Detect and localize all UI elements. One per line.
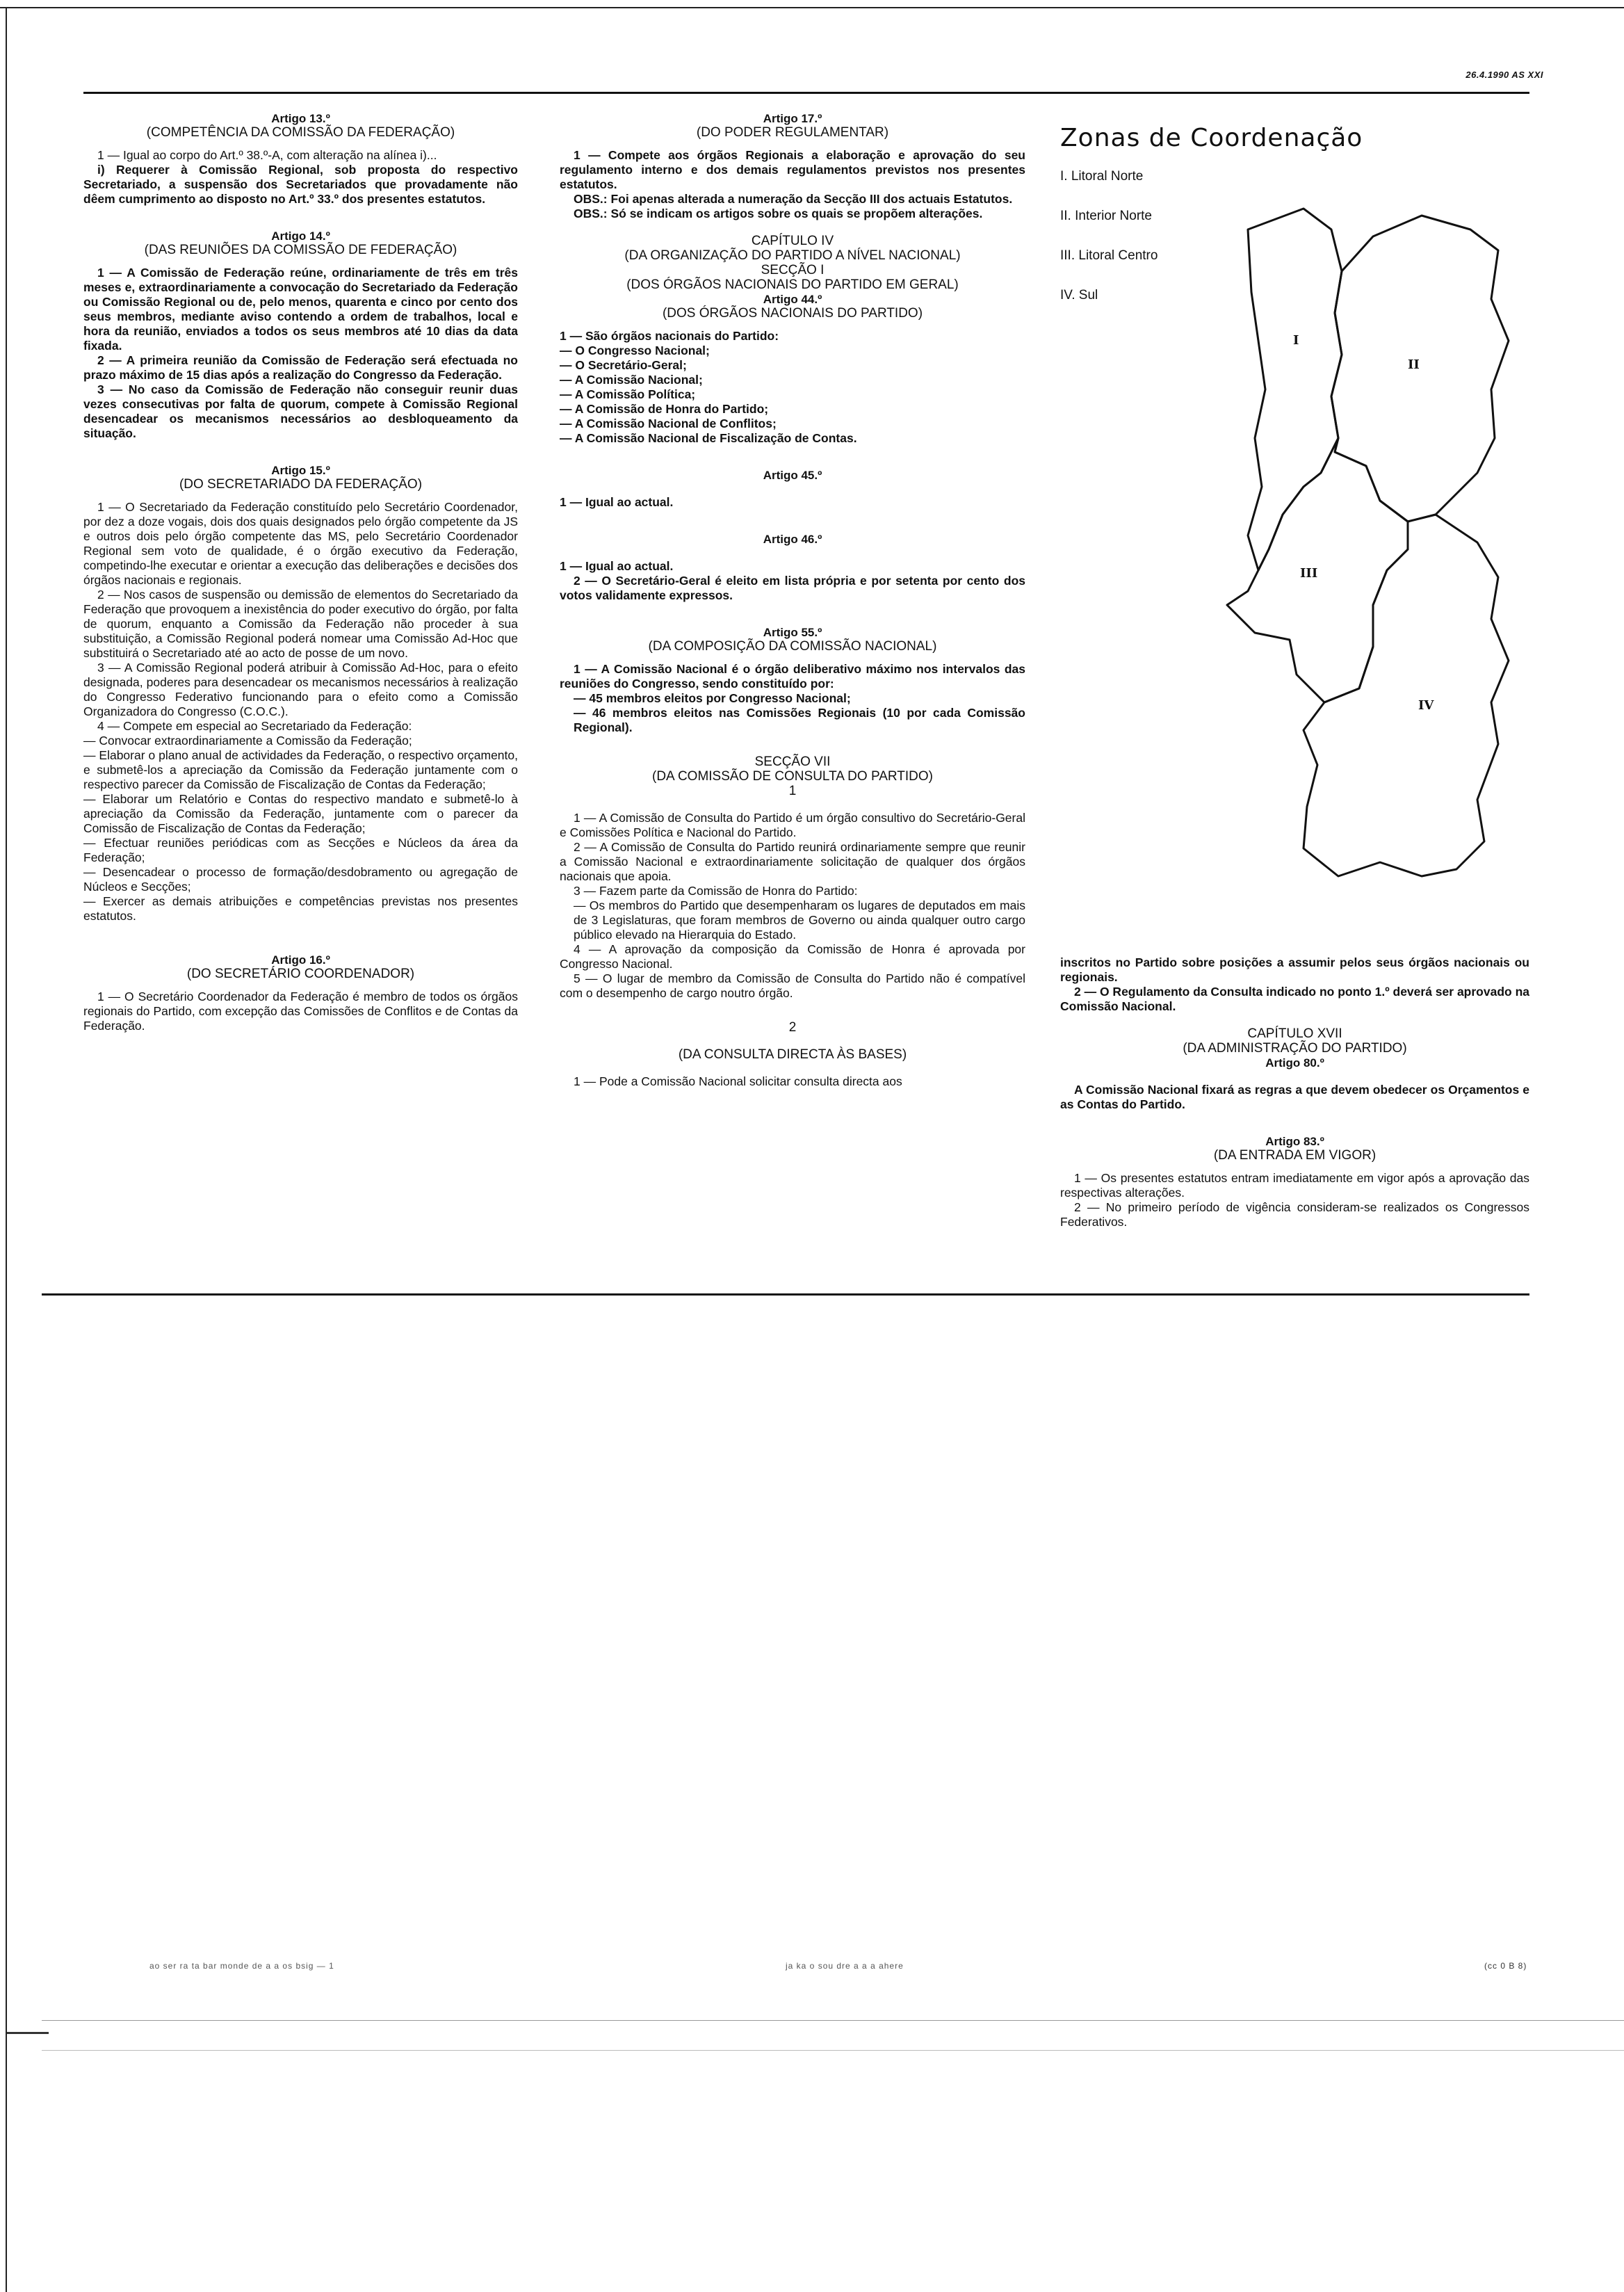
scan-border-top [0,7,1624,8]
article-83-title: Artigo 83.º [1265,1135,1324,1148]
list-item: — 46 membros eleitos nas Comissões Regionais (10 por cada Comissão Regional). [574,706,1025,734]
scan-border-left [6,7,7,2292]
section-vii-heading: (DA COMISSÃO DE CONSULTA DO PARTIDO) [652,769,933,784]
paragraph: 1 — A Comissão de Federação reúne, ordinariamente de três em três meses e, extraordinariamente a convocação do Secretariado da Federação ou Comissão Regional ou de, pelo menos, quarenta e cinco por cento dos seus membros, mediante aviso contendo a ordem de trabalhos, local e hora da reunião, enviados a todos os seus membros até 10 dias da data fixada. [83,266,518,353]
paragraph: 2 — O Secretário-Geral é eleito em lista própria e por setenta por cento dos votos validamente expressos. [560,574,1025,602]
paragraph: 1 — O Secretariado da Federação constituído pelo Secretário Coordenador, por dez a doze vogais, dois dos quais designados pelo órgão competente da JS e outros dois pelo órgão competente das MS, pelo Secretário Coordenador Regional sem voto de qualidade, é o órgão executivo da Federação, competindo-lhe executar e orientar a execução das deliberações e decisões dos órgãos nacionais e regionais. [83,500,518,587]
list-item: — A Comissão Nacional de Fiscalização de Contas. [560,431,857,445]
section-i-heading: (DOS ÓRGÃOS NACIONAIS DO PARTIDO EM GERAL) [626,277,959,292]
article-16-heading: (DO SECRETÁRIO COORDENADOR) [186,967,415,981]
article-80-title: Artigo 80.º [1265,1056,1324,1070]
obs-note: OBS.: Só se indicam os artigos sobre os quais se propõem alterações. [574,207,983,220]
article-55-heading: (DA COMPOSIÇÃO DA COMISSÃO NACIONAL) [648,639,937,654]
zone-item-interior-norte: II. Interior Norte [1060,209,1152,223]
subsection-2-number: 2 [788,1020,797,1035]
article-14-title: Artigo 14.º [271,229,330,243]
header-date-ref: 26.4.1990 AS XXI [1465,70,1543,80]
paragraph: inscritos no Partido sobre posições a assumir pelos seus órgãos nacionais ou regionais. [1060,955,1529,984]
paragraph: 1 — São órgãos nacionais do Partido: [560,329,779,343]
paragraph: 3 — No caso da Comissão de Federação não conseguir reunir duas vezes consecutivas por falta de quorum, compete à Comissão Regional desencadear os mecanismos necessários ao desbloqueamento da situação. [83,382,518,440]
showthrough-text-middle: ja ka o sou dre a a a ahere [786,1961,904,1971]
section-vii-number: 1 [788,784,797,798]
map-zone-i [1248,209,1342,570]
list-item: — A Comissão Nacional de Conflitos; [560,417,777,430]
map-zone-iv [1304,515,1509,876]
paragraph: 1 — O Secretário Coordenador da Federação é membro de todos os órgãos regionais do Partido, com excepção das Comissões de Conflitos e de Contas da Federação. [83,990,518,1033]
chapter-xvii-heading: (DA ADMINISTRAÇÃO DO PARTIDO) [1183,1041,1407,1056]
article-44-heading: (DOS ÓRGÃOS NACIONAIS DO PARTIDO) [662,306,923,321]
map-label-iv: IV [1418,698,1434,713]
list-item: — Exercer as demais atribuições e competências previstas nos presentes estatutos. [83,894,518,923]
portugal-zones-map [1199,188,1519,883]
list-item: — O Secretário-Geral; [560,358,687,372]
paragraph: 2 — Nos casos de suspensão ou demissão de elementos do Secretariado da Federação que provoquem a inexistência do poder executivo do órgão, por falta de quorum, enquanto a Comissão da Federação não proceder à sua substituição, a Comissão Regional poderá nomear uma Comissão Ad-Hoc que substituirá o Secretariado até ao acto de posse de um novo. [83,588,518,660]
list-item: — A Comissão Política; [560,387,696,401]
zone-item-litoral-centro: III. Litoral Centro [1060,248,1158,263]
article-13-heading: (COMPETÊNCIA DA COMISSÃO DA FEDERAÇÃO) [146,125,455,140]
paragraph: 3 — A Comissão Regional poderá atribuir à Comissão Ad-Hoc, para o efeito designada, poderes para desencadear os mecanismos necessários à realização do Congresso Federativo funcionando para o efeito como a Comissão Organizadora do Congresso (C.O.C.). [83,661,518,718]
column-2 [560,111,1025,1089]
article-45-title: Artigo 45.º [763,469,822,482]
scan-crease [42,2020,1624,2021]
paragraph: i) Requerer à Comissão Regional, sob proposta do respectivo Secretariado, a suspensão dos Secretariados que provadamente não dêem cumprimento ao disposto no Art.º 33.º dos presentes estatutos. [83,163,518,206]
map-label-i: I [1293,333,1299,348]
zone-item-litoral-norte: I. Litoral Norte [1060,169,1144,184]
subsection-2-heading: (DA CONSULTA DIRECTA ÀS BASES) [678,1047,907,1062]
chapter-iv-title: CAPÍTULO IV [751,234,834,248]
list-item: — O Congresso Nacional; [560,344,710,357]
article-83-heading: (DA ENTRADA EM VIGOR) [1213,1148,1377,1163]
article-44-title: Artigo 44.º [763,293,822,306]
paragraph: 4 — Compete em especial ao Secretariado da Federação: [97,719,412,733]
article-14-heading: (DAS REUNIÕES DA COMISSÃO DE FEDERAÇÃO) [144,243,457,257]
showthrough-text-right: (cc 0 B 8) [1484,1961,1527,1971]
scan-crease [42,2050,1624,2051]
header-rule [83,92,1529,94]
showthrough-text-left: ao ser ra ta bar monde de a a os bsig — 1 [149,1961,334,1971]
article-15-title: Artigo 15.º [271,464,330,477]
paragraph: 2 — A primeira reunião da Comissão de Federação será efectuada no prazo máximo de 15 dias após a realização do Congresso da Federação. [83,353,518,382]
paragraph: 1 — Igual ao corpo do Art.º 38.º-A, com alteração na alínea i)... [97,148,437,162]
paragraph: 2 — O Regulamento da Consulta indicado no ponto 1.º deverá ser aprovado na Comissão Nacional. [1060,985,1529,1013]
zone-item-sul: IV. Sul [1060,288,1098,302]
section-vii-title: SECÇÃO VII [754,754,831,769]
section-i-title: SECÇÃO I [761,263,825,277]
article-13-title: Artigo 13.º [271,112,330,125]
paragraph: 1 — Compete aos órgãos Regionais a elaboração e aprovação do seu regulamento interno e dos demais regulamentos previstos nos presentes estatutos. [560,148,1025,191]
paragraph: 1 — Pode a Comissão Nacional solicitar consulta directa aos [574,1074,902,1088]
paragraph: 1 — A Comissão de Consulta do Partido é um órgão consultivo do Secretário-Geral e Comissões Política e Nacional do Partido. [560,811,1025,839]
chapter-xvii-title: CAPÍTULO XVII [1247,1026,1342,1041]
list-item: — A Comissão de Honra do Partido; [560,402,769,416]
list-item: — 45 membros eleitos por Congresso Nacional; [574,691,851,705]
map-label-ii: II [1408,357,1420,372]
map-label-iii: III [1300,566,1318,581]
paragraph: A Comissão Nacional fixará as regras a que devem obedecer os Orçamentos e as Contas do Partido. [1060,1083,1529,1111]
scan-crease [7,2032,49,2034]
obs-note: OBS.: Foi apenas alterada a numeração da Secção III dos actuais Estatutos. [574,192,1013,206]
list-item: — Convocar extraordinariamente a Comissão da Federação; [83,734,412,748]
article-16-title: Artigo 16.º [271,953,330,967]
list-item: — Elaborar um Relatório e Contas do respectivo mandato e submetê-lo à apreciação da Comissão da Federação, juntamente com o parecer da Comissão de Fiscalização de Contas da Federação; [83,792,518,835]
paragraph: 1 — Os presentes estatutos entram imediatamente em vigor após a aprovação das respectivas alterações. [1060,1171,1529,1200]
article-15-heading: (DO SECRETARIADO DA FEDERAÇÃO) [179,477,423,492]
article-46-title: Artigo 46.º [763,533,822,546]
article-55-title: Artigo 55.º [763,626,822,639]
paragraph: 5 — O lugar de membro da Comissão de Consulta do Partido não é compatível com o desempenho de cargo noutro órgão. [560,971,1025,1000]
article-17-heading: (DO PODER REGULAMENTAR) [696,125,889,140]
list-item: — Efectuar reuniões periódicas com as Secções e Núcleos da área da Federação; [83,836,518,864]
bottom-rule [42,1293,1529,1296]
list-item: — A Comissão Nacional; [560,373,703,387]
paragraph: 3 — Fazem parte da Comissão de Honra do Partido: [574,884,858,898]
paragraph: 1 — Igual ao actual. [560,559,674,573]
paragraph: 4 — A aprovação da composição da Comissão de Honra é aprovada por Congresso Nacional. [560,942,1025,971]
column-1 [83,111,518,1033]
zones-title: Zonas de Coordenação [1060,124,1363,152]
paragraph: 2 — No primeiro período de vigência consideram-se realizados os Congressos Federativos. [1060,1200,1529,1229]
column-3-text [1060,955,1529,1229]
map-zone-ii [1331,216,1509,522]
paragraph: 1 — Igual ao actual. [560,495,674,509]
chapter-iv-heading: (DA ORGANIZAÇÃO DO PARTIDO A NÍVEL NACIONAL) [624,248,961,263]
list-item: — Desencadear o processo de formação/desdobramento ou agregação de Núcleos e Secções; [83,865,518,894]
list-item: — Elaborar o plano anual de actividades da Federação, o respectivo orçamento, e submetê-los a apreciação da Comissão da Federação juntamente com o respectivo parecer da Comissão de Fiscalização de Contas da Federação; [83,748,518,791]
paragraph: 2 — A Comissão de Consulta do Partido reunirá ordinariamente sempre que reunir a Comissão Nacional e extraordinariamente solicitação de qualquer dos órgãos nacionais que apoia. [560,840,1025,883]
article-17-title: Artigo 17.º [763,112,822,125]
list-item: — Os membros do Partido que desempenharam os lugares de deputados em mais de 3 Legislaturas, que foram membros de Governo ou ainda qualquer outro cargo público elevado na Hierarquia do Estado. [574,898,1025,942]
paragraph: 1 — A Comissão Nacional é o órgão deliberativo máximo nos intervalos das reuniões do Congresso, sendo constituído por: [560,662,1025,691]
